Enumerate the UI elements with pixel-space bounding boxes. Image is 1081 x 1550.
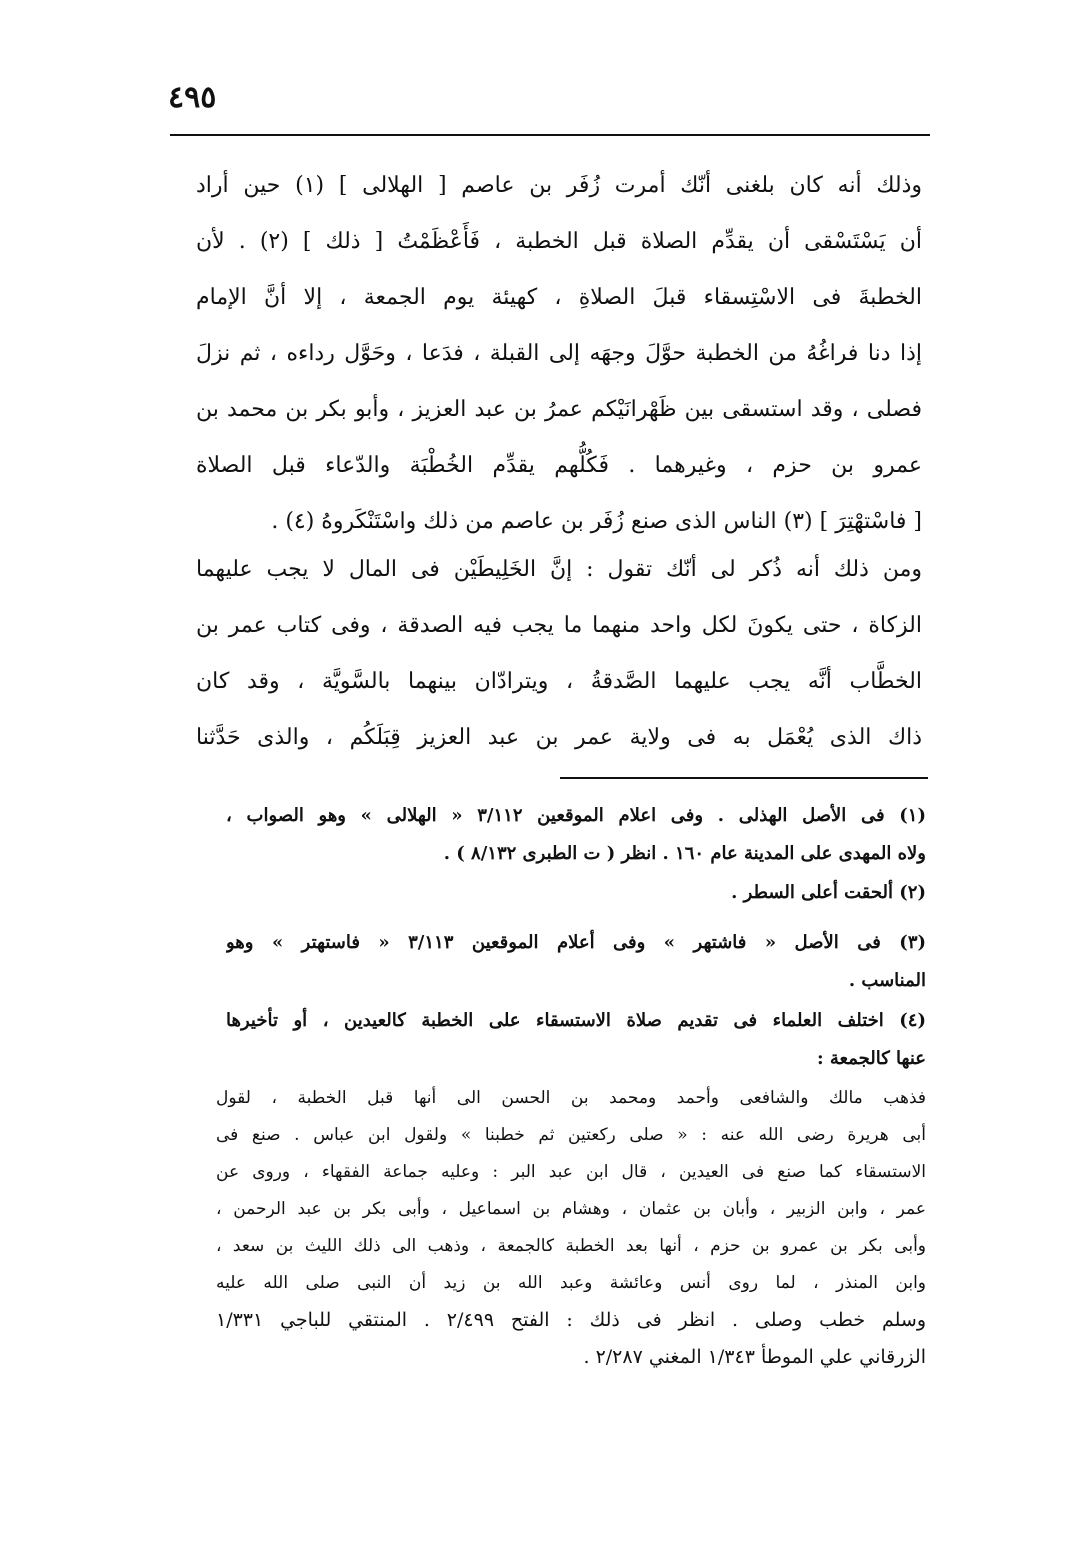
main-paragraph-2 (196, 542, 922, 766)
commentary-line: فذهب مالك والشافعى وأحمد ومحمد بن الحسن الى أنها قبل الخطبة ، لقول (216, 1088, 926, 1108)
main-paragraph-1 (196, 158, 922, 550)
text-line: الخطبةَ فى الاسْتِسقاء قبلَ الصلاةِ ، كهيئة يوم الجمعة ، إلا أنَّ الإمام (196, 285, 922, 310)
text-line: [ فاسْتهْتِرَ ] (٣) الناس الذى صنع زُفَر بن عاصم من ذلك واسْتَنْكَروهُ (٤) . (271, 509, 922, 534)
text-line: ذاك الذى يُعْمَل به فى ولاية عمر بن عبد العزيز قِبَلَكُم ، والذى حَدَّثنا (196, 725, 922, 750)
text-line: عمرو بن حزم ، وغيرهما . فَكُلُّهم يقدِّم الخُطْبَة والدّعاء قبل الصلاة (196, 453, 922, 478)
footnote-line: عنها كالجمعة : (816, 1048, 926, 1069)
footnote-2 (226, 874, 926, 912)
text-line: فصلى ، وقد استسقى بين ظَهْرانَيْكم عمرُ بن عبد العزيز ، وأبو بكر بن محمد بن (196, 397, 922, 422)
text-line: وذلك أنه كان بلغنى أنّك أمرت زُفَر بن عاصم [ الهلالى ] (١) حين أراد (196, 173, 922, 198)
footnote-line: (٣) فى الأصل « فاشتهر » وفى أعلام الموقعين ٣/١١٣ « فاستهتر » وهو (226, 932, 926, 953)
commentary-line: الزرقاني علي الموطأ ١/٣٤٣ المغني ٢/٢٨٧ . (583, 1346, 926, 1368)
page-number: ٤٩٥ (168, 80, 217, 115)
footnote-line: (٢) ألحقت أعلى السطر . (731, 882, 926, 903)
footnote-3 (226, 924, 926, 1000)
text-line: إذا دنا فراغُهُ من الخطبة حوَّلَ وجهَه إلى القبلة ، فدَعا ، وحَوَّل رداءه ، ثم نزلَ (196, 341, 922, 366)
footnote-1 (226, 797, 926, 873)
footnote-rule (560, 777, 928, 779)
header-rule (170, 134, 930, 136)
footnote-line: (٤) اختلف العلماء فى تقديم صلاة الاستسقاء على الخطبة كالعيدين ، أو تأخيرها (226, 1010, 926, 1031)
text-line: ومن ذلك أنه ذُكر لى أنّك تقول : إنَّ الخَلِيطَيْن فى المال لا يجب عليهما (196, 557, 922, 582)
footnote-4 (226, 1002, 926, 1078)
commentary-line: أبى هريرة رضى الله عنه : « صلى ركعتين ثم خطبنا » ولقول ابن عباس . صنع فى (216, 1125, 926, 1145)
commentary-line: الاستسقاء كما صنع فى العيدين ، قال ابن عبد البر : وعليه جماعة الفقهاء ، وروى عن (216, 1162, 926, 1182)
text-line: الزكاة ، حتى يكونَ لكل واحد منهما ما يجب فيه الصدقة ، وفى كتاب عمر بن (196, 613, 922, 638)
commentary-line: وأبى بكر بن عمرو بن حزم ، أنها بعد الخطبة كالجمعة ، وذهب الى ذلك الليث بن سعد ، (216, 1236, 926, 1256)
footnote-line: ولاه المهدى على المدينة عام ١٦٠ . انظر ( ت الطبرى ٨/١٣٢ ) . (443, 843, 926, 864)
text-line: أن يَسْتَسْقى أن يقدِّم الصلاة قبل الخطبة ، فَأَعْظَمْتُ [ ذلك ] (٢) . لأن (196, 229, 922, 254)
commentary (216, 1080, 926, 1376)
commentary-line: وسلم خطب وصلى . انظر فى ذلك : الفتح ٢/٤٩٩ . المنتقي للباجي ١/٣٣١ (216, 1309, 926, 1331)
text-line: الخطَّاب أنَّه يجب عليهما الصَّدقةُ ، ويترادّان بينهما بالسَّويَّة ، وقد كان (196, 669, 922, 694)
footnote-line: (١) فى الأصل الهذلى . وفى اعلام الموقعين ٣/١١٢ « الهلالى » وهو الصواب ، (226, 805, 926, 826)
commentary-line: وابن المنذر ، لما روى أنس وعائشة وعبد الله بن زيد أن النبى صلى الله عليه (216, 1273, 926, 1293)
footnote-line: المناسب . (848, 970, 926, 991)
commentary-line: عمر ، وابن الزبير ، وأبان بن عثمان ، وهشام بن اسماعيل ، وأبى بكر بن عبد الرحمن ، (216, 1199, 926, 1219)
